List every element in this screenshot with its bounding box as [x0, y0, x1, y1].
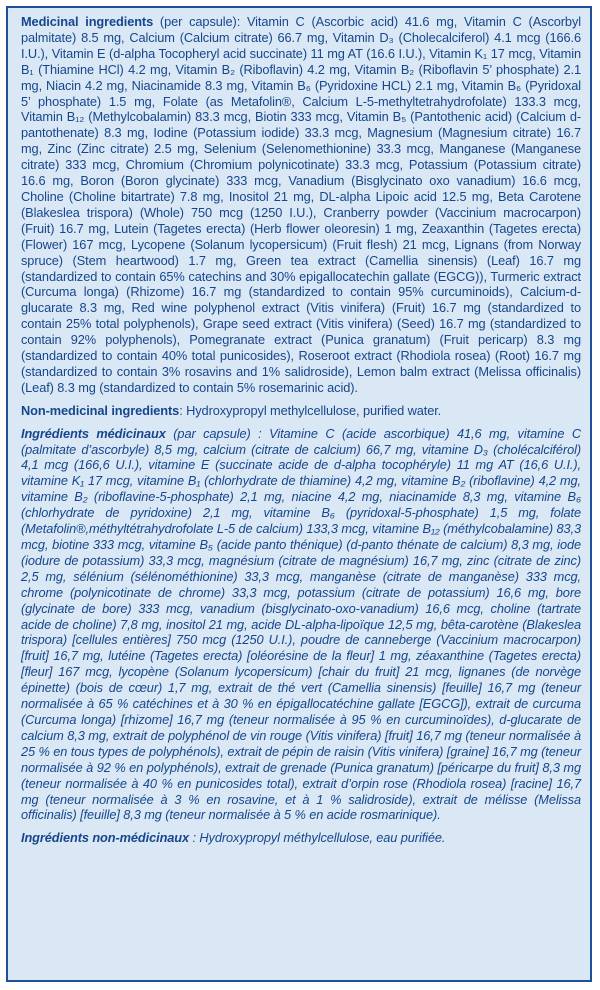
nonmedicinal-ingredients-fr [21, 830, 581, 846]
medicinal-text-en: (per capsule): Vitamin C (Ascorbic acid) 41.6 mg, Vitamin C (Ascorbyl palmitate) 8.5 mg, Calcium (Calcium citrate) 66.7 mg, Vitamin D₃ (Cholecalciferol) 4.1 mcg (166.6 I.U.), Vitamin E (d-alpha Tocopheryl acid succinate) 11 mg AT (16.6 I.U.), Vitamin K₁ 17 mcg, Vitamin B₁ (Thiamine HCl) 4.2 mg, Vitamin B₂ (Riboflavin) 4.2 mg, Vitamin B₂ (Riboflavin 5’ phosphate) 2.1 mg, Niacin 4.2 mg, Niacinamide 8.3 mg, Vitamin B₆ (Pyridoxine HCL) 2.1 mg, Vitamin B₆ (Pyridoxal 5’ phosphate) 1.5 mg, Folate (as Metafolin®, Calcium L-5-methyltetrahydrofolate) 133.3 mcg, Vitamin B₁₂ (Methylcobalamin) 83.3 mcg, Biotin 333 mcg, Vitamin B₅ (Pantothenic acid) (Calcium d-pantothenate) 8.3 mg, Iodine (Potassium iodide) 33.3 mcg, Magnesium (Magnesium citrate) 16.7 mg, Zinc (Zinc citrate) 2.5 mg, Selenium (Selenomethionine) 33.3 mcg, Manganese (Manganese citrate) 333 mcg, Chromium (Chromium polynicotinate) 33.3 mcg, Potassium (Potassium citrate) 16.6 mg, Boron (Boron glycinate) 333 mcg, Vanadium (Bisglycinato oxo vanadium) 16.6 mcg, Choline (Choline bitartrate) 7.8 mg, Inositol 21 mg, DL-alpha Lipoic acid 12.5 mg, Beta Carotene (Blakeslea trispora) (Whole) 750 mcg (1250 I.U.), Cranberry powder (Vaccinium macrocarpon) (Fruit) 16.7 mg, Lutein (Tagetes erecta) (Herb flower oleoresin) 1 mg, Zeaxanthin (Tagetes erecta) (Flower) 167 mcg, Lycopene (Solanum lycopersicum) (Fruit flesh) 21 mcg, Lignans (from Norway spruce) (Stem heartwood) 1.7 mg, Green tea extract (Camellia sinensis) (Leaf) 16.7 mg (standardized to contain 65% catechins and 30% epigallocatechin gallate (EGCG)), Turmeric extract (Curcuma longa) (Rhizome) 16.7 mg (standardized to contain 95% curcuminoids), Calcium-d-glucarate 8.3 mg, Red wine polyphenol extract (Vitis vinifera) (Fruit) 16.7 mg (standardized to contain 25% total polyphenols), Grape seed extract (Vitis vinifera) (Seed) 16.7 mg (standardized to contain 92% polyphenols), Pomegranate extract (Punica granatum) (Fruit pericarp) 8.3 mg (standardized to contain 40% total punicosides), Roseroot extract (Rhodiola rosea) (Root) 16.7 mg (standardized to contain 3% rosavins and 1% salidroside), Lemon balm extract (Melissa officinalis) (Leaf) 8.3 mg (standardized to contain 5% rosemarinic acid). [21, 14, 581, 395]
medicinal-text-fr: (par capsule) : Vitamine C (acide ascorbique) 41,6 mg, vitamine C (palmitate d’ascorbyle) 8,5 mg, calcium (citrate de calcium) 66,7 mg, vitamine D₃ (cholécalciférol) 4,1 mcg (166,6 U.I.), vitamine E (succinate acide de d-alpha tocophéryle) 11 mg AT (16,6 U.I.), vitamine K₁ 17 mcg, vitamine B₁ (chlorhydrate de thiamine) 4,2 mg, vitamine B₂ (riboflavine) 4,2 mg, vitamine B₂ (riboflavine-5-phosphate) 2,1 mg, niacine 4,2 mg, niacinamide 8,3 mg, vitamine B₆ (chlorhydrate de pyridoxine) 2,1 mg, vitamine B₆ (pyridoxal-5-phosphate) 1,5 mg, folate (Metafolin®,méthyltétrahydrofolate L-5 de calcium) 133,3 mcg, vitamine B₁₂ (méthylcobalamine) 83,3 mcg, biotine 333 mcg, vitamine B₅ (acide panto thénique) (d-panto thénate de calcium) 8,3 mg, iode (iodure de potassium) 33,3 mcg, magnésium (citrate de magnésium) 16,7 mg, zinc (citrate de zinc) 2,5 mg, sélénium (sélénométhionine) 33,3 mcg, manganèse (citrate de manganèse) 333 mcg, chrome (polynicotinate de chrome) 33,3 mcg, potassium (citrate de potassium) 16,6 mg, bore (glycinate de bore) 333 mcg, vanadium (bisglycinato-oxo-vanadium) 16,6 mcg, choline (tartrate acide de choline) 7,8 mg, inositol 21 mg, acide DL-alpha-lipoïque 12,5 mg, bêta-carotène (Blakeslea trispora) [cellules entières] 750 mcg (1250 U.I.), poudre de canneberge (Vaccinium macrocarpon) [fruit] 16,7 mg, lutéine (Tagetes erecta) [oléorésine de la fleur] 1 mg, zéaxanthine (Tagetes erecta) [fleur] 167 mcg, lycopène (Solanum lycopersicum) [chair du fruit] 21 mcg, lignanes (de norvège épinette) (bois de cœur) 1,7 mg, extrait de thé vert (Camellia sinensis) [feuille] 16,7 mg (teneur normalisée à 65 % catéchines et à 30 % en épigallocatéchine gallate [EGCG]), extrait de curcuma (Curcuma longa) [rhizome] 16,7 mg (teneur normalisée à 95 % en curcuminoïdes), d-glucarate de calcium 8,3 mg, extrait de polyphénol de vin rouge (Vitis vinifera) [fruit] 16,7 mg (teneur normalisée à 25 % en tous types de polyphénols), extrait de pépin de raisin (Vitis vinifera) [graine] 16,7 mg (teneur normalisée à 92 % en polyphénols), extrait de grenade (Punica granatum) [péricarpe du fruit] 8,3 mg (teneur normalisée à 40 % en punicosides total), extrait d’orpin rose (Rhodiola rosea) [racine] 16,7 mg (teneur normalisée à 3 % en rosavine, et à 1 % salidroside), extrait de mélisse (Melissa officinalis) [feuille] 8,3 mg (teneur normalisée à 5 % en acide rosmarinique). [21, 425, 582, 823]
medicinal-heading-fr: Ingrédients médicinaux [21, 425, 166, 441]
nonmedicinal-heading-fr: Ingrédients non-médicinaux [21, 830, 190, 846]
nonmedicinal-ingredients-en [21, 403, 581, 419]
nonmedicinal-heading-en: Non-medicinal ingredients [21, 402, 180, 418]
medicinal-ingredients-fr [21, 426, 581, 824]
medicinal-ingredients-en [21, 14, 581, 396]
nonmedicinal-text-fr: : Hydroxypropyl méthylcellulose, eau purifiée. [189, 830, 446, 846]
paragraph-gap [21, 419, 581, 426]
paragraph-gap [21, 823, 581, 830]
ingredients-label-panel [6, 6, 592, 982]
medicinal-heading-en: Medicinal ingredients [21, 14, 154, 29]
paragraph-gap [21, 396, 581, 403]
nonmedicinal-text-en: : Hydroxypropyl methylcellulose, purified water. [179, 402, 442, 418]
